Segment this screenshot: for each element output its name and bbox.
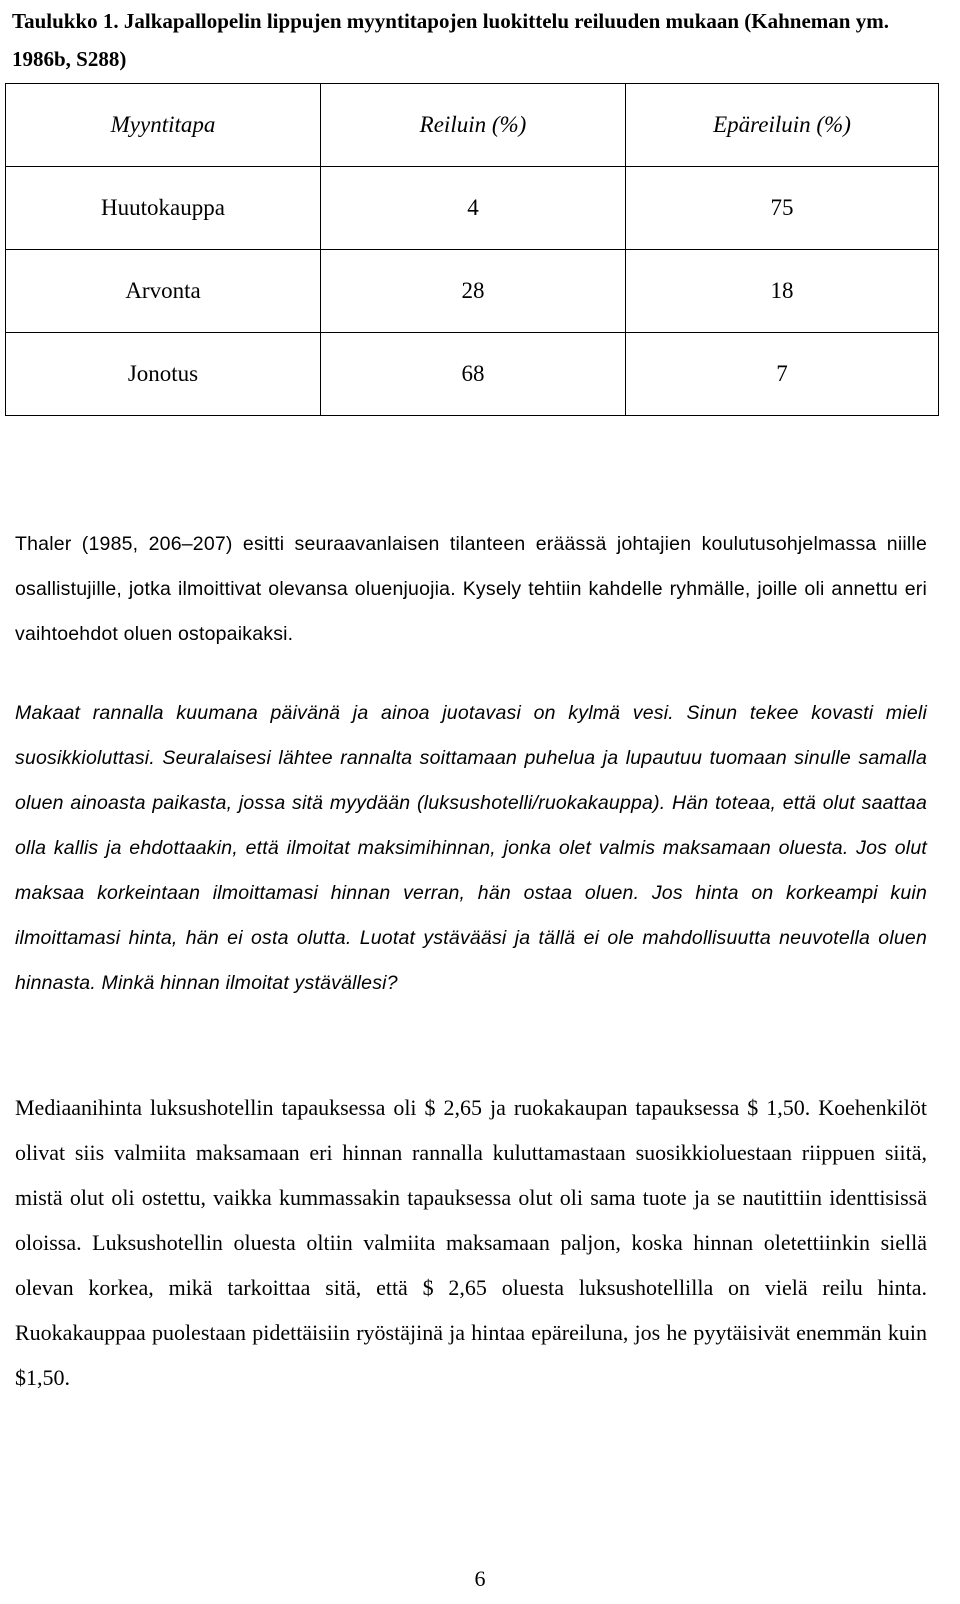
data-table — [5, 83, 939, 416]
table-cell: Jonotus — [6, 333, 321, 416]
page-number: 6 — [474, 1566, 486, 1591]
table-row — [6, 250, 939, 333]
table-header-row — [6, 84, 939, 167]
table-cell: 7 — [626, 333, 939, 416]
table-cell: 68 — [321, 333, 626, 416]
scenario-paragraph: Makaat rannalla kuumana päivänä ja ainoa juotavasi on kylmä vesi. Sinun tekee kovasti mieli suosikkioluttasi. Seuralaisesi lähtee rannalta soittamaan puhelua ja lupautuu tuomaan sinulle samalla oluen ainoasta paikasta, jossa sitä myydään (luksushotelli/ruokakauppa). Hän toteaa, että olut saattaa olla kallis ja ehdottaakin, että ilmoitat maksimihinnan, jonka olet valmis maksamaan oluesta. Jos olut maksaa korkeintaan ilmoittamasi hinnan verran, hän ostaa oluen. Jos hinta on korkeampi kuin ilmoittamasi hinta, hän ei osta olutta. Luotat ystävääsi ja tällä ei ole mahdollisuutta neuvotella oluen hinnasta. Minkä hinnan ilmoitat ystävällesi? — [15, 702, 927, 994]
table-row — [6, 167, 939, 250]
table-cell: 4 — [321, 167, 626, 250]
result-paragraph: Mediaanihinta luksushotellin tapauksessa oli $ 2,65 ja ruokakaupan tapauksessa $ 1,50. Koehenkilöt olivat siis valmiita maksamaan eri hinnan rannalla kuluttamastaan suosikkioluestaan riippuen siitä, mistä olut oli ostettu, vaikka kummassakin tapauksessa olut oli sama tuote ja se nautittiin identtisissä oloissa. Luksushotellin oluesta oltiin valmiita maksamaan paljon, koska hinnan oletettiinkin siellä olevan korkea, mikä tarkoittaa sitä, että $ 2,65 oluesta luksushotellilla on vielä reilu hinta. Ruokakauppaa puolestaan pidettäisiin ryöstäjinä ja hintaa epäreiluna, jos he pyytäisivät enemmän kuin $1,50. — [15, 1095, 927, 1390]
table-cell: 75 — [626, 167, 939, 250]
intro-paragraph: Thaler (1985, 206–207) esitti seuraavanlaisen tilanteen eräässä johtajien koulutusohjelmassa niille osallistujille, jotka ilmoittivat olevansa oluenjuojia. Kysely tehtiin kahdelle ryhmälle, joille oli annettu eri vaihtoehdot oluen ostopaikaksi. — [15, 533, 927, 645]
table-cell: Arvonta — [6, 250, 321, 333]
table-cell: Huutokauppa — [6, 167, 321, 250]
table-cell: 18 — [626, 250, 939, 333]
ticket-sales-table — [5, 83, 938, 416]
header-cell: Myyntitapa — [6, 84, 321, 167]
table-row — [6, 333, 939, 416]
header-cell: Epäreiluin (%) — [626, 84, 939, 167]
table-caption: Taulukko 1. Jalkapallopelin lippujen myyntitapojen luokittelu reiluuden mukaan (Kahneman ym. 1986b, S288) — [12, 9, 889, 71]
table-cell: 28 — [321, 250, 626, 333]
header-cell: Reiluin (%) — [321, 84, 626, 167]
